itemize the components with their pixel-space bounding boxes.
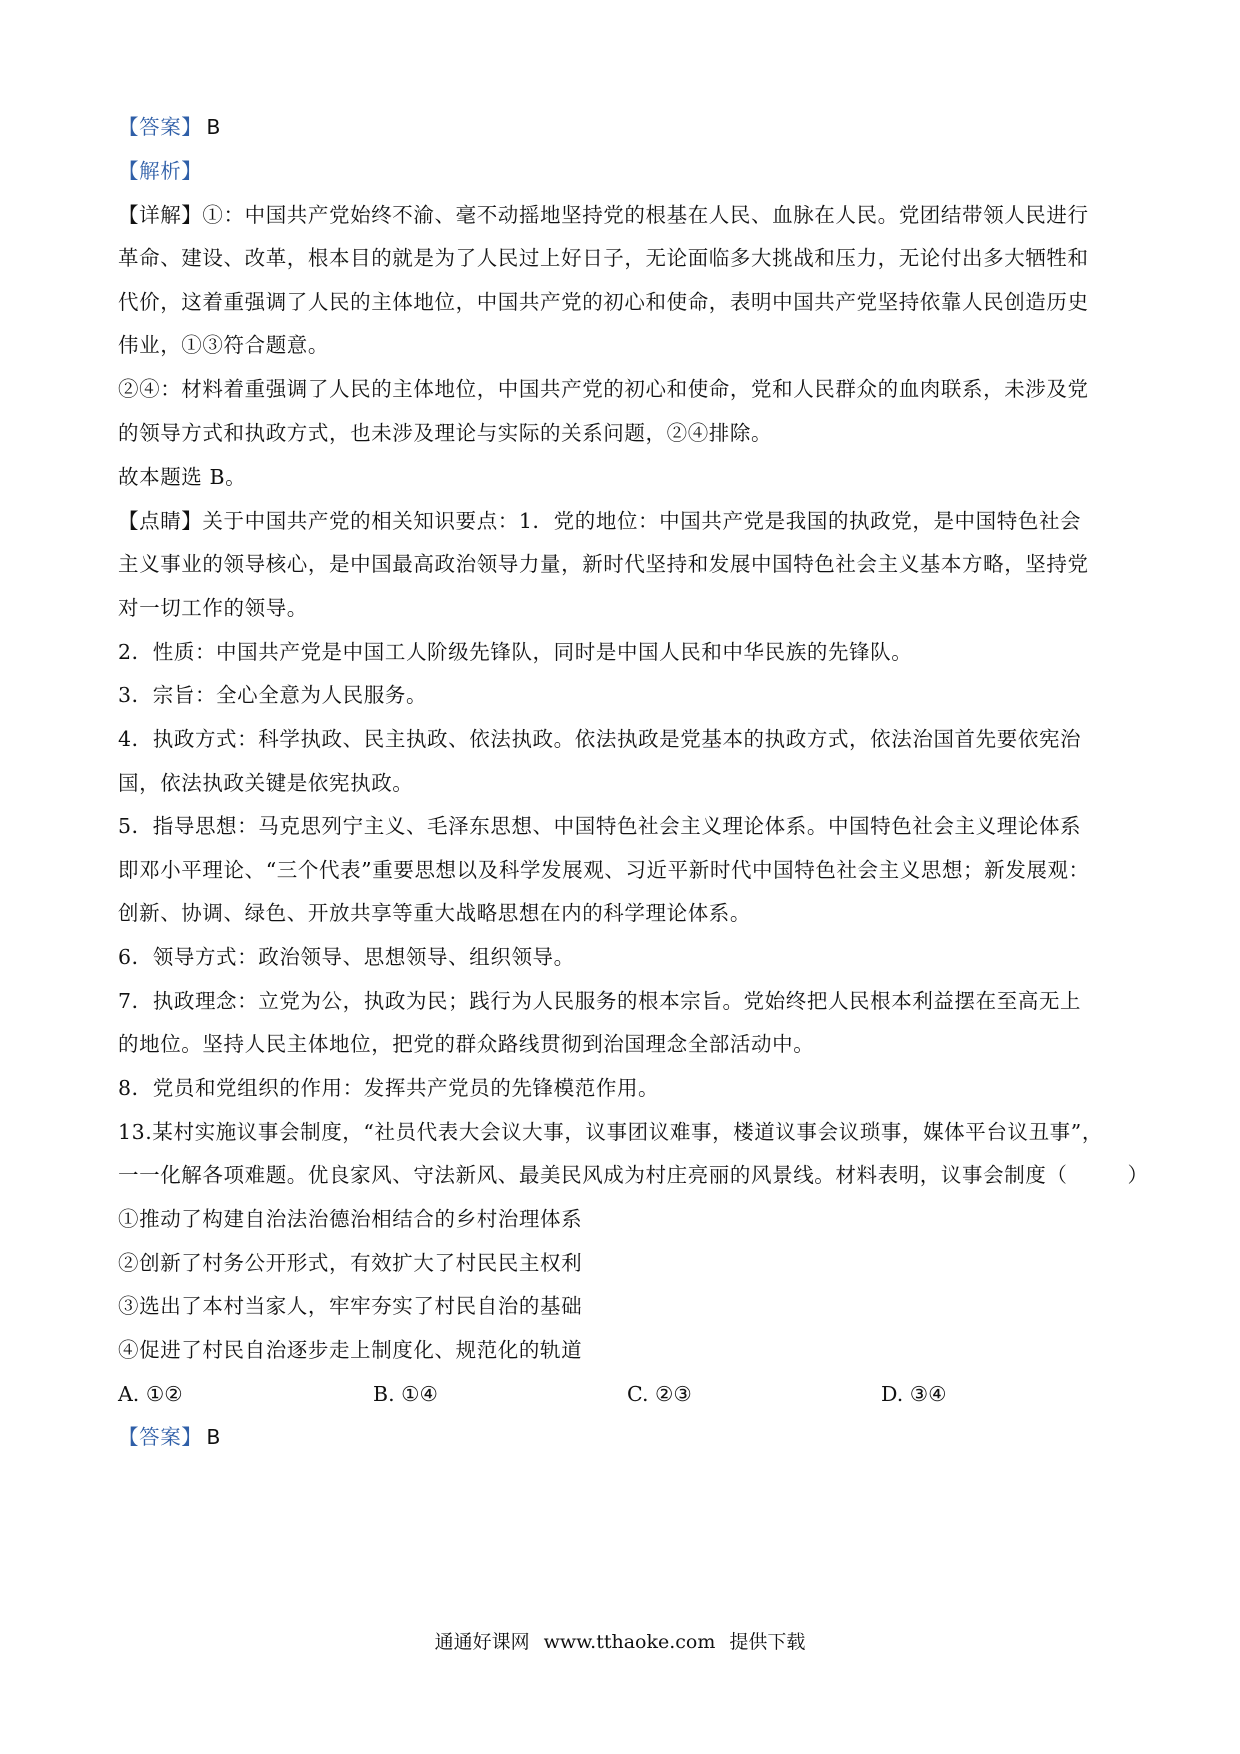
detail-line-3: 伟业，①③符合题意。 bbox=[118, 333, 329, 357]
question13-item-4: ④促进了村民自治逐步走上制度化、规范化的轨道 bbox=[118, 1338, 583, 1362]
dianjing-line-1: 主义事业的领导核心，是中国最高政治领导力量，新时代坚持和发展中国特色社会主义基本方略，坚持党 bbox=[118, 552, 1089, 576]
question13-item-1: ①推动了构建自治法治德治相结合的乡村治理体系 bbox=[118, 1207, 583, 1231]
detail-line-0 bbox=[118, 200, 1128, 230]
answer2-line bbox=[118, 1422, 1128, 1452]
dianjing-line-0 bbox=[118, 506, 1128, 536]
dianjing-line-7: 5．指导思想：马克思列宁主义、毛泽东思想、中国特色社会主义理论体系。中国特色社会主义理论体系 bbox=[118, 814, 1082, 838]
answer-value: B bbox=[206, 115, 222, 139]
dianjing-line-5: 4．执政方式：科学执政、民主执政、依法执政。依法执政是党基本的执政方式，依法治国首先要依宪治 bbox=[118, 727, 1082, 751]
dianjing-line-13: 8．党员和党组织的作用：发挥共产党员的先锋模范作用。 bbox=[118, 1076, 660, 1100]
detail-tag: 【详解】 bbox=[118, 203, 203, 227]
analysis-tag: 【解析】 bbox=[118, 159, 203, 183]
dianjing-tag: 【点睛】 bbox=[118, 509, 203, 533]
dianjing-text: 关于中国共产党的相关知识要点：1．党的地位：中国共产党是我国的执政党，是中国特色社会 bbox=[202, 509, 1082, 533]
detail-line-5: 的领导方式和执政方式，也未涉及理论与实际的关系问题，②④排除。 bbox=[118, 421, 773, 445]
answer-line bbox=[118, 112, 1128, 142]
dianjing-line-4: 3．宗旨：全心全意为人民服务。 bbox=[118, 683, 428, 707]
option-b: B. ①④ bbox=[373, 1382, 438, 1406]
question13-stem-1 bbox=[118, 1160, 1149, 1190]
dianjing-line-12: 的地位。坚持人民主体地位，把党的群众路线贯彻到治国理念全部活动中。 bbox=[118, 1032, 815, 1056]
answer2-tag: 【答案】 bbox=[118, 1425, 203, 1449]
detail-text: ①：中国共产党始终不渝、毫不动摇地坚持党的根基在人民、血脉在人民。党团结带领人民进行 bbox=[202, 203, 1089, 227]
option-d: D. ③④ bbox=[881, 1382, 947, 1406]
footer-note: 提供下载 bbox=[729, 1631, 806, 1653]
analysis-heading bbox=[118, 156, 1128, 186]
option-a: A. ①② bbox=[118, 1382, 183, 1406]
detail-line-6: 故本题选 B。 bbox=[118, 465, 247, 489]
dianjing-line-10: 6．领导方式：政治领导、思想领导、组织领导。 bbox=[118, 945, 575, 969]
dianjing-line-11: 7．执政理念：立党为公，执政为民；践行为人民服务的根本宗旨。党始终把人民根本利益摆在至高无上 bbox=[118, 989, 1082, 1013]
answer2-value: B bbox=[206, 1425, 222, 1449]
page-footer bbox=[0, 1628, 1240, 1656]
question13-item-3: ③选出了本村当家人，牢牢夯实了村民自治的基础 bbox=[118, 1294, 583, 1318]
dianjing-line-2: 对一切工作的领导。 bbox=[118, 596, 308, 620]
question13-item-2: ②创新了村务公开形式，有效扩大了村民民主权利 bbox=[118, 1251, 583, 1275]
dianjing-line-3: 2．性质：中国共产党是中国工人阶级先锋队，同时是中国人民和中华民族的先锋队。 bbox=[118, 640, 913, 664]
dianjing-line-9: 创新、协调、绿色、开放共享等重大战略思想在内的科学理论体系。 bbox=[118, 901, 751, 925]
detail-line-4: ②④：材料着重强调了人民的主体地位，中国共产党的初心和使命，党和人民群众的血肉联系，未涉及党 bbox=[118, 377, 1089, 401]
answer-tag: 【答案】 bbox=[118, 115, 203, 139]
question13-stem-text: 一一化解各项难题。优良家风、守法新风、最美民风成为村庄亮丽的风景线。材料表明，议事会制度（ bbox=[118, 1163, 1068, 1187]
footer-url: www.tthaoke.com bbox=[543, 1631, 716, 1653]
dianjing-line-8: 即邓小平理论、“三个代表”重要思想以及科学发展观、习近平新时代中国特色社会主义思想；新发展观： bbox=[118, 858, 1090, 882]
question13-paren-close: ） bbox=[1127, 1163, 1149, 1187]
detail-line-2: 代价，这着重强调了人民的主体地位，中国共产党的初心和使命，表明中国共产党坚持依靠人民创造历史 bbox=[118, 290, 1089, 314]
footer-site: 通通好课网 bbox=[434, 1631, 530, 1653]
option-c: C. ②③ bbox=[627, 1382, 692, 1406]
dianjing-line-6: 国，依法执政关键是依宪执政。 bbox=[118, 771, 414, 795]
question13-stem-0: 13.某村实施议事会制度，“社员代表大会议大事，议事团议难事，楼道议事会议琐事，媒体平台议丑事”， bbox=[118, 1120, 1103, 1144]
detail-line-1: 革命、建设、改革，根本目的就是为了人民过上好日子，无论面临多大挑战和压力，无论付出多大牺牲和 bbox=[118, 246, 1089, 270]
